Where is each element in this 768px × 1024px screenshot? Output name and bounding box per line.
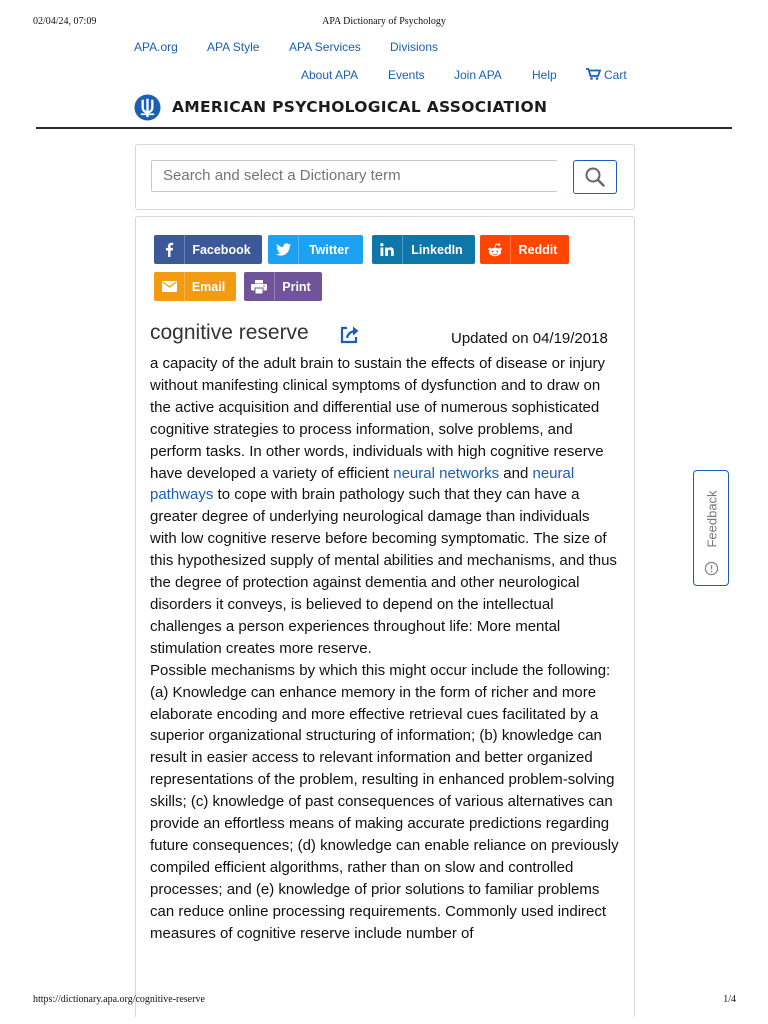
term-title: cognitive reserve xyxy=(150,321,309,344)
feedback-label: Feedback xyxy=(704,490,720,548)
facebook-icon xyxy=(154,235,185,264)
updated-date xyxy=(451,330,608,347)
share-arrow-icon[interactable] xyxy=(339,325,361,345)
share-label: LinkedIn xyxy=(411,242,463,257)
nav-link-divisions[interactable]: Divisions xyxy=(390,40,439,54)
print-footer xyxy=(0,994,768,1008)
reddit-share-button[interactable] xyxy=(480,235,569,264)
linkedin-share-button[interactable] xyxy=(372,235,475,264)
updated-label: Updated on 04/19/2018 xyxy=(451,330,608,347)
print-url: https://dictionary.apa.org/cognitive-reserve xyxy=(33,994,205,1005)
facebook-share-button[interactable] xyxy=(154,235,262,264)
link-neural-pathways[interactable]: neural pathways xyxy=(150,464,575,504)
definition-paragraph: Possible mechanisms by which this might occur include the following: (a) Knowledge can enhance memory in the form of richer and more elaborate encoding and more effective retrieval cues facilitated by a superior organizational structuring of information; (b) knowledge can result in easier access to relevant information and better organized representations of the problem, resulting in enhanced problem-solving skills; (c) knowledge of past consequences of various alternatives can provide an effortless means of making accurate predictions regarding future consequences; (d) knowledge can enable reliance on previously compiled efficient algorithms, rather than on slow and controlled processes; and (e) knowledge of prior solutions to familiar problems can reduce online processing requirements. Commonly used indirect measures of cognitive reserve include number of xyxy=(150,661,619,942)
nav-link-join-apa[interactable]: Join APA xyxy=(454,68,502,82)
feedback-tab[interactable] xyxy=(693,470,729,586)
email-icon xyxy=(154,272,185,301)
print-header xyxy=(0,16,768,30)
definition-text-part: to cope with brain pathology such that they can have a greater degree of underlying neurological damage than individuals with low cognitive reserve before becoming symptomatic. The size of this hypothesized supply of mental abilities and mechanisms, and thus the degree of protection against dementia and other neurological disorders it conveys, is believed to depend on the intellectual challenges a person experiences throughout life: More mental stimulation creates more reserve. xyxy=(150,486,617,657)
twitter-share-button[interactable] xyxy=(268,235,363,264)
nav-link-events[interactable]: Events xyxy=(388,68,425,82)
link-neural-networks[interactable]: neural networks xyxy=(393,464,500,482)
print-page-number: 1/4 xyxy=(723,994,736,1005)
cart-link[interactable] xyxy=(586,68,627,82)
print-datetime: 02/04/24, 07:09 xyxy=(33,16,97,27)
cart-label: Cart xyxy=(604,68,627,82)
definition-text xyxy=(150,353,620,990)
print-title: APA Dictionary of Psychology xyxy=(322,16,446,27)
print-button[interactable] xyxy=(244,272,322,301)
nav-link-apa-services[interactable]: APA Services xyxy=(289,40,361,54)
reddit-icon xyxy=(480,235,511,264)
definition-paragraph xyxy=(150,353,620,660)
nav-link-about-apa[interactable]: About APA xyxy=(301,68,359,82)
search-input[interactable] xyxy=(151,160,557,192)
brand-name: AMERICAN PSYCHOLOGICAL ASSOCIATION xyxy=(172,98,548,116)
nav-link-help[interactable]: Help xyxy=(532,68,557,82)
apa-logo-icon xyxy=(134,94,161,121)
twitter-icon xyxy=(268,235,299,264)
feedback-icon xyxy=(704,561,719,576)
search-button[interactable] xyxy=(573,160,617,194)
header-divider xyxy=(36,127,732,129)
share-label: Print xyxy=(282,279,311,294)
search-icon xyxy=(585,167,605,187)
linkedin-icon xyxy=(372,235,403,264)
nav-link-apa-org[interactable]: APA.org xyxy=(134,40,178,54)
definition-text-part: and xyxy=(503,464,529,482)
cart-icon xyxy=(586,68,601,80)
search-panel xyxy=(135,144,635,210)
brand-header[interactable] xyxy=(134,93,547,121)
share-label: Twitter xyxy=(308,242,350,257)
email-share-button[interactable] xyxy=(154,272,236,301)
share-label: Reddit xyxy=(518,242,558,257)
print-icon xyxy=(244,272,275,301)
share-label: Email xyxy=(191,279,226,294)
definition-text-part: a capacity of the adult brain to sustain the effects of disease or injury without manifesting clinical symptoms of dysfunction and to draw on the active acquisition and differential use of numerous sophisticated cognitive strategies to process information, solve problems, and perform tasks. In other words, individuals with high cognitive reserve have developed a variety of efficient xyxy=(150,355,605,482)
nav-link-apa-style[interactable]: APA Style xyxy=(207,40,260,54)
share-label: Facebook xyxy=(192,242,251,257)
secondary-nav xyxy=(0,68,768,84)
